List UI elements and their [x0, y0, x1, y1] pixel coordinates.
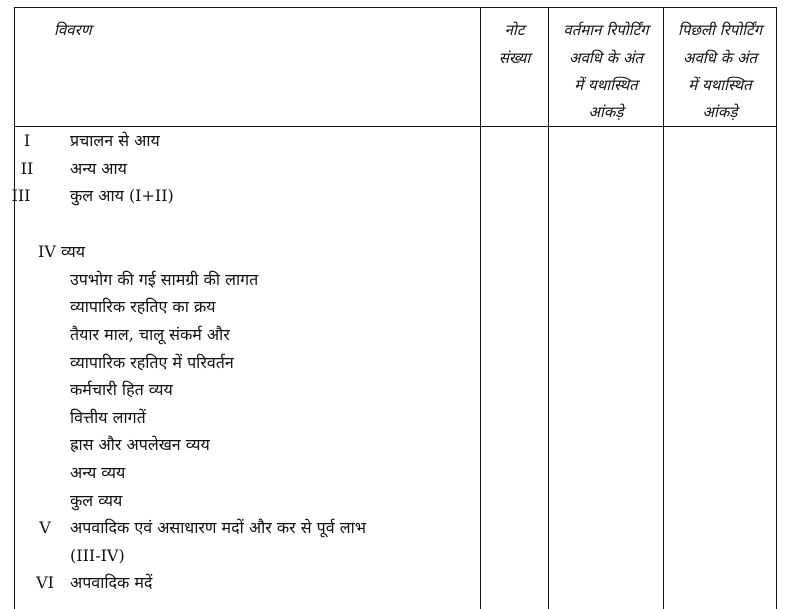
row-label: कुल व्यय: [70, 491, 123, 510]
row-label: प्रचालन से आय: [70, 131, 160, 150]
header-current-line-1: वर्तमान रिपोर्टिंग: [563, 21, 649, 39]
header-note-line-1: नोट: [504, 21, 525, 39]
row-label: उपभोग की गई सामग्री की लागत: [70, 270, 259, 289]
row-number: II: [20, 159, 34, 178]
header-previous-line-3: में यथास्थित: [688, 76, 752, 94]
header-current-line-3: में यथास्थित: [574, 76, 638, 94]
header-previous-line-1: पिछली रिपोर्टिंग: [677, 21, 763, 39]
row-label: (III-IV): [70, 546, 125, 565]
header-previous-line-2: अवधि के अंत: [683, 49, 757, 67]
row-label: वित्तीय लागतें: [70, 408, 146, 427]
row-number: V: [39, 518, 51, 537]
row-label: व्यापारिक रहतिए का क्रय: [70, 297, 216, 316]
header-previous-line-4: आंकड़े: [702, 103, 738, 121]
row-label: अपवादिक मदें: [70, 573, 153, 592]
row-label: कर्मचारी हित व्यय: [70, 380, 173, 399]
row-label: व्यापारिक रहतिए में परिवर्तन: [70, 353, 234, 372]
header-current-line-4: आंकड़े: [588, 103, 624, 121]
header-current-line-2: अवधि के अंत: [569, 49, 643, 67]
header-particulars: विवरण: [54, 21, 92, 39]
col-divider-note: [480, 7, 481, 609]
row-label: कुल आय (I+II): [70, 186, 174, 205]
row-label: अन्य व्यय: [70, 463, 126, 482]
row-number: VI: [36, 573, 54, 592]
statement-table: [11, 7, 777, 609]
left-border: [14, 7, 15, 609]
row-number: I: [23, 131, 31, 150]
header-note-line-2: संख्या: [498, 49, 531, 67]
right-border: [776, 7, 777, 609]
section-heading-expenses: IV व्यय: [38, 242, 85, 261]
row-label: अपवादिक एवं असाधारण मदों और कर से पूर्व लाभ: [70, 518, 366, 537]
row-number: III: [11, 186, 31, 205]
row-label: अन्य आय: [70, 159, 127, 178]
row-label: ह्रास और अपलेखन व्यय: [70, 435, 210, 454]
row-label: तैयार माल, चालू संकर्म और: [70, 325, 230, 344]
